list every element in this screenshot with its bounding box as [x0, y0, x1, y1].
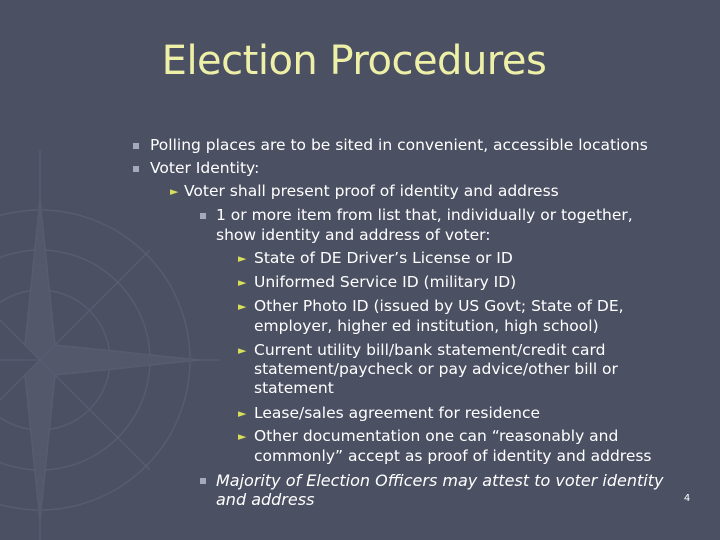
arrow-bullet-icon: ► [238, 252, 247, 265]
slide-title: Election Procedures [161, 38, 547, 84]
id-item-photo-line1: Other Photo ID (issued by US Govt; State of DE, [254, 297, 624, 315]
final-note-line2: and address [216, 490, 315, 509]
id-item-utility-line3: statement [254, 379, 334, 397]
arrow-bullet-icon: ► [238, 300, 247, 313]
arrow-bullet-icon: ► [238, 344, 247, 357]
id-item-lease: Lease/sales agreement for residence [254, 404, 541, 422]
square-bullet-icon [200, 213, 206, 219]
arrow-bullet-icon: ► [238, 407, 247, 420]
arrow-bullet-icon: ► [238, 430, 247, 443]
bullet-polling-places: Polling places are to be sited in convenient, accessible locations [150, 136, 648, 154]
id-item-other-line1: Other documentation one can “reasonably and [254, 427, 619, 445]
square-bullet-icon [133, 166, 139, 172]
arrow-bullet-icon: ► [170, 185, 179, 198]
id-item-uniformed-service: Uniformed Service ID (military ID) [254, 273, 517, 291]
id-item-drivers-license: State of DE Driver’s License or ID [254, 249, 513, 267]
id-item-photo-line2: employer, higher ed institution, high school) [254, 317, 599, 335]
id-item-other-line2: commonly” accept as proof of identity and address [254, 447, 652, 465]
arrow-bullet-icon: ► [238, 276, 247, 289]
final-note-line1: Majority of Election Officers may attest to voter identity [216, 471, 664, 490]
sub-sub-bullet-line1: 1 or more item from list that, individually or together, [216, 206, 633, 224]
square-bullet-icon [200, 478, 206, 484]
square-bullet-icon [133, 143, 139, 149]
sub-bullet-proof: Voter shall present proof of identity and address [184, 182, 559, 200]
sub-sub-bullet-line2: show identity and address of voter: [216, 226, 491, 244]
id-item-utility-line1: Current utility bill/bank statement/credit card [254, 341, 606, 359]
id-item-utility-line2: statement/paycheck or pay advice/other bill or [254, 360, 618, 378]
bullet-voter-identity: Voter Identity: [150, 159, 260, 177]
page-number: 4 [683, 493, 691, 504]
